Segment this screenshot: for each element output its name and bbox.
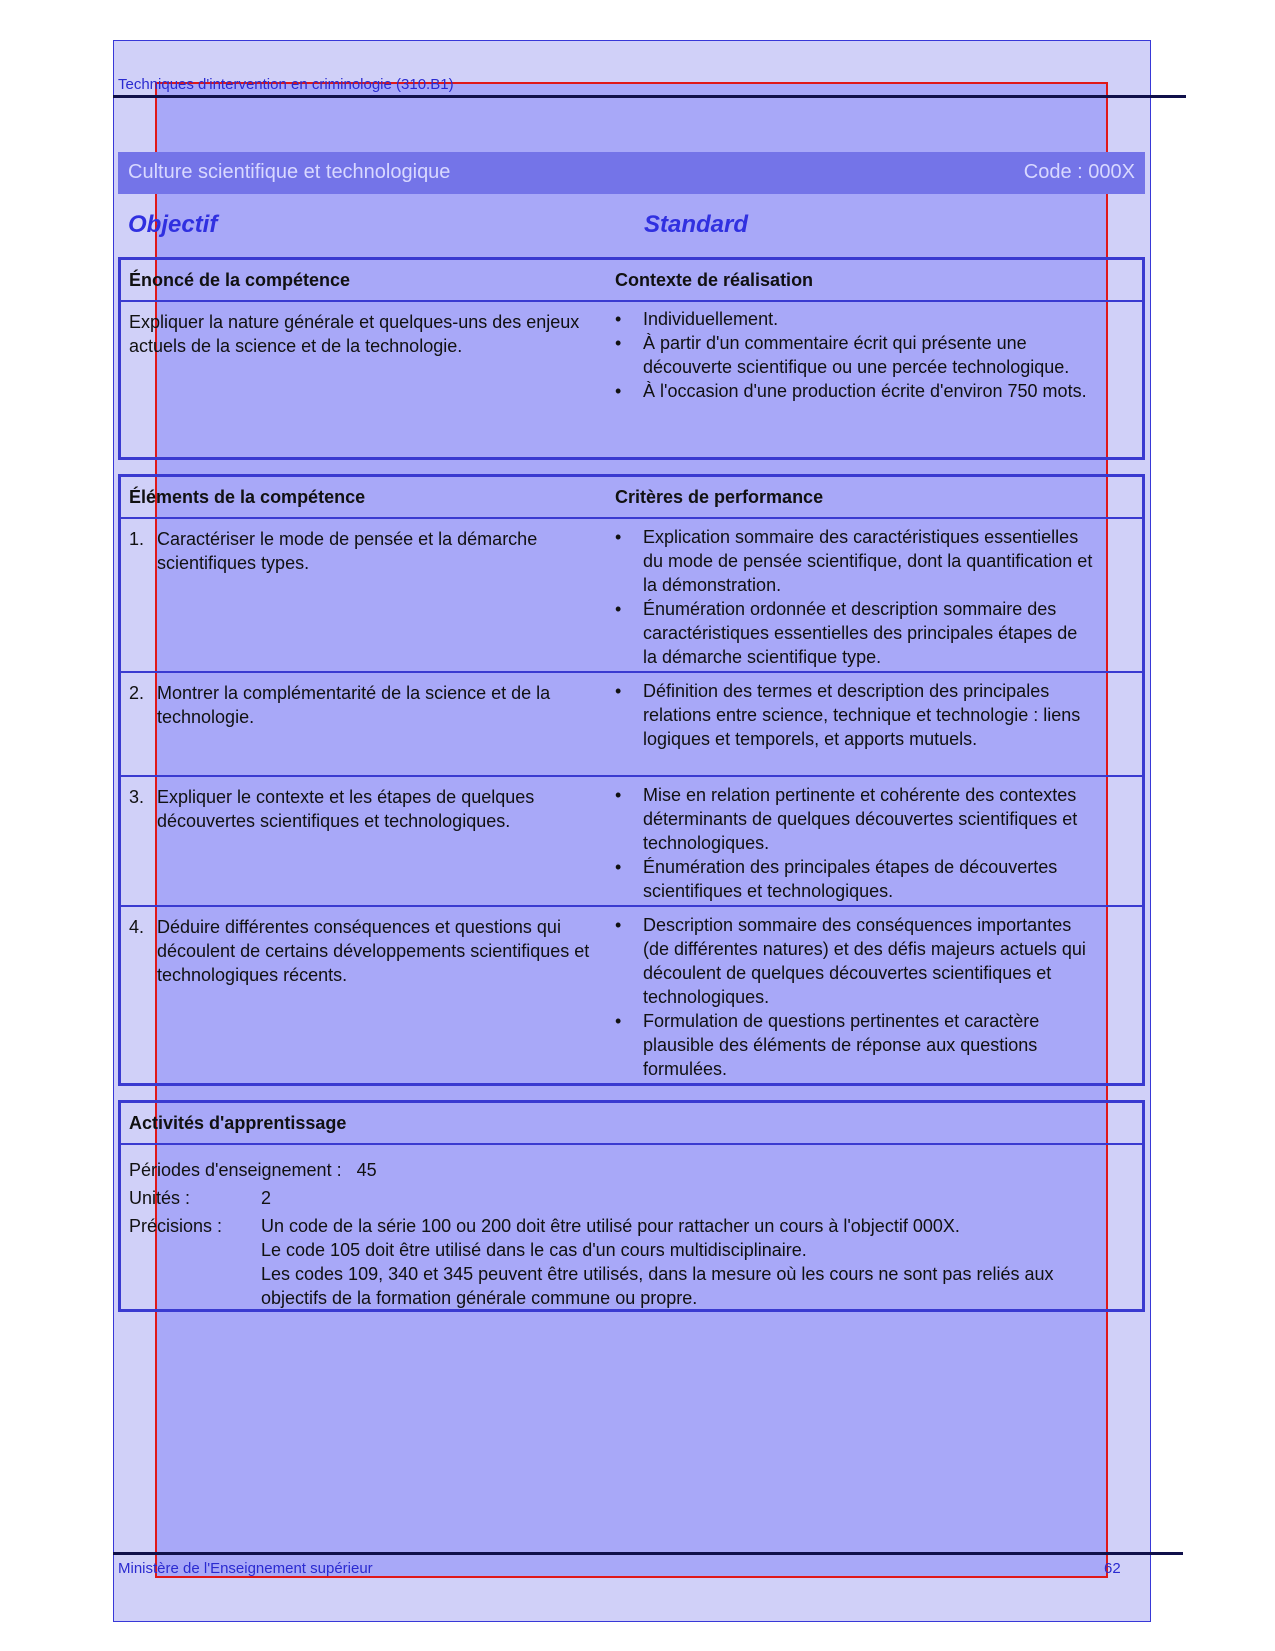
banner-title: Culture scientifique et technologique xyxy=(128,161,451,183)
element-number: 2. xyxy=(129,683,145,703)
header-rule xyxy=(113,95,1186,98)
competence-box xyxy=(118,257,1145,460)
list-item: Un code de la série 100 ou 200 doit être utilisé pour rattacher un cours à l'objectif 000X. xyxy=(261,1216,960,1236)
periods-line xyxy=(129,1158,377,1182)
precisions-line xyxy=(129,1214,1101,1310)
page-number: 62 xyxy=(1104,1560,1121,1577)
elements-box xyxy=(118,474,1145,1086)
periods-label: Périodes d'enseignement : xyxy=(129,1160,342,1180)
column-head-objectif: Objectif xyxy=(128,211,218,238)
list-item: • À l'occasion d'une production écrite d'environ 750 mots. xyxy=(615,379,1093,403)
context-list xyxy=(615,307,1093,403)
precisions-label: Précisions : xyxy=(129,1216,223,1236)
list-item: • Définition des termes et description des principales relations entre science, technique et technologie : liens logiques et temporels, et apports mutuels. xyxy=(615,679,1093,751)
list-item: Les codes 109, 340 et 345 peuvent être utilisés, dans la mesure où les cours ne sont pas reliés aux objectifs de la formation générale commune ou propre. xyxy=(261,1264,1054,1308)
precisions-text xyxy=(261,1214,1101,1310)
element-text: Montrer la complémentarité de la science et de la technologie. xyxy=(157,683,551,727)
head-criteres: Critères de performance xyxy=(615,487,824,507)
list-item: • Énumération ordonnée et description sommaire des caractéristiques essentielles des principales étapes de la démarche scientifique type. xyxy=(615,597,1093,669)
competence-statement: Expliquer la nature générale et quelques-uns des enjeux actuels de la science et de la technologie. xyxy=(129,312,580,356)
list-item: • Individuellement. xyxy=(615,307,1093,331)
column-head-standard: Standard xyxy=(644,211,749,238)
head-activites: Activités d'apprentissage xyxy=(129,1113,347,1133)
element-row-2 xyxy=(121,671,1142,775)
units-line xyxy=(129,1186,271,1210)
competence-row xyxy=(121,302,1142,457)
list-item: • Mise en relation pertinente et cohérente des contextes déterminants de quelques découvertes scientifiques et technologiques. xyxy=(615,783,1093,855)
element-text: Déduire différentes conséquences et questions qui découlent de certains développements scientifiques et technologiques récents. xyxy=(157,917,590,985)
element-number: 4. xyxy=(129,917,145,937)
periods-value: 45 xyxy=(356,1160,377,1180)
head-elements: Éléments de la compétence xyxy=(129,487,366,507)
element-row-1 xyxy=(121,519,1142,671)
banner-code: Code : 000X xyxy=(1023,161,1135,183)
footer-ministry: Ministère de l'Enseignement supérieur xyxy=(118,1560,373,1577)
element-number: 3. xyxy=(129,787,145,807)
list-item: Le code 105 doit être utilisé dans le cas d'un cours multidisciplinaire. xyxy=(261,1240,807,1260)
objective-banner xyxy=(118,152,1145,194)
box-header xyxy=(121,477,1142,519)
list-item: • Explication sommaire des caractéristiques essentielles du mode de pensée scientifique, dont la quantification et la démonstration. xyxy=(615,525,1093,597)
activities-box xyxy=(118,1100,1145,1312)
head-contexte: Contexte de réalisation xyxy=(615,270,814,290)
running-header: Techniques d'intervention en criminologie (310.B1) xyxy=(118,76,454,93)
units-label: Unités : xyxy=(129,1188,191,1208)
element-text: Caractériser le mode de pensée et la démarche scientifiques types. xyxy=(157,529,538,573)
element-row-3 xyxy=(121,775,1142,905)
head-enonce: Énoncé de la compétence xyxy=(129,270,351,290)
element-row-4 xyxy=(121,905,1142,1083)
list-item: • Énumération des principales étapes de découvertes scientifiques et technologiques. xyxy=(615,855,1093,903)
footer-rule xyxy=(113,1552,1183,1555)
units-value: 2 xyxy=(261,1188,272,1208)
box-header xyxy=(121,260,1142,302)
element-number: 1. xyxy=(129,529,145,549)
list-item: • Description sommaire des conséquences importantes (de différentes natures) et des défis majeurs actuels qui découlent de quelques découvertes scientifiques et technologiques. xyxy=(615,913,1093,1009)
list-item: • À partir d'un commentaire écrit qui présente une découverte scientifique ou une percée technologique. xyxy=(615,331,1093,379)
list-item: • Formulation de questions pertinentes et caractère plausible des éléments de réponse aux questions formulées. xyxy=(615,1009,1093,1081)
element-text: Expliquer le contexte et les étapes de quelques découvertes scientifiques et technologiques. xyxy=(157,787,535,831)
box-header xyxy=(121,1103,1142,1145)
